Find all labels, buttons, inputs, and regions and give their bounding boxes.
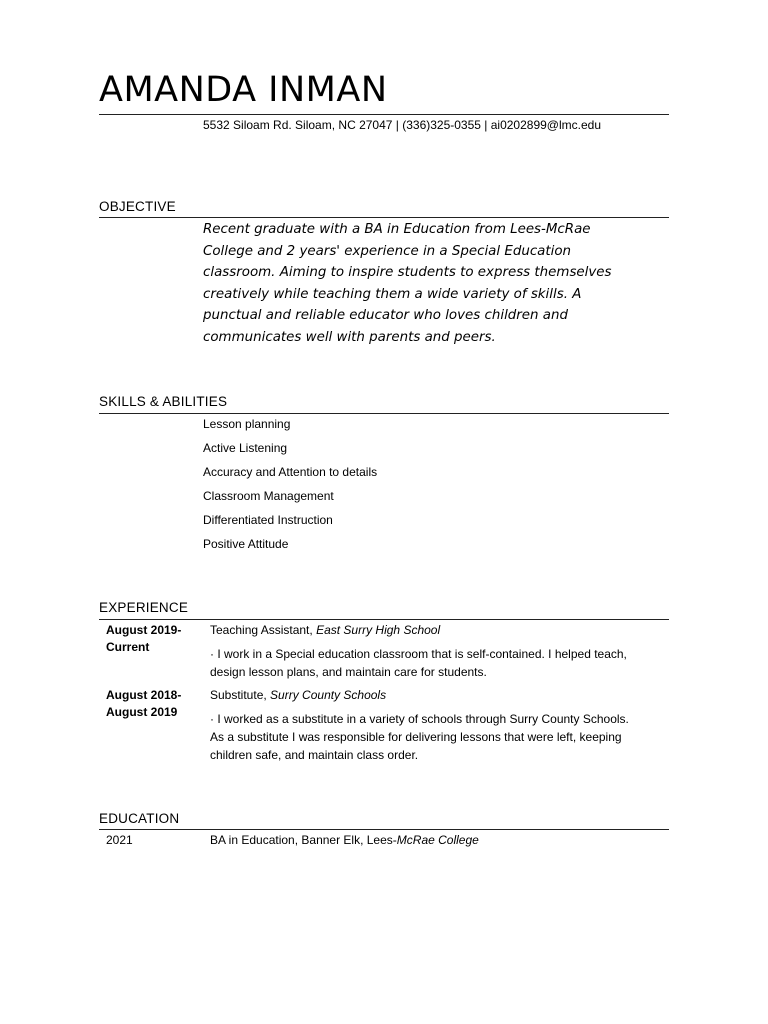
experience-date <box>106 622 201 656</box>
experience-date-end: August 2019 <box>106 705 178 719</box>
experience-description: · I work in a Special education classroom that is self-contained. I helped teach, design lesson plans, and maintain care for students. <box>210 647 627 679</box>
skill-item: Active Listening <box>203 441 288 455</box>
contact-info: 5532 Siloam Rd. Siloam, NC 27047 | (336)325-0355 | ai0202899@lmc.edu <box>203 118 601 132</box>
experience-description: · I worked as a substitute in a variety of schools through Surry County Schools. As a substitute I was responsible for delivering lessons that were left, keeping children safe, and maintain class order. <box>210 712 629 762</box>
degree-text: BA in Education, Banner Elk, Lees- <box>210 833 397 847</box>
experience-title <box>210 687 386 704</box>
employer-name: Surry County Schools <box>270 688 387 702</box>
experience-heading: EXPERIENCE <box>99 600 189 615</box>
skill-item: Positive Attitude <box>203 537 289 551</box>
job-title: Substitute, <box>210 688 267 702</box>
skills-list <box>203 416 377 560</box>
objective-text: Recent graduate with a BA in Education from Lees-McRae College and 2 years' experience in a Special Education classroom. Aiming to inspire students to express themselves creatively while teaching them a wide variety of skills. A punctual and reliable educator who loves children and communicates well with parents and peers. <box>203 222 612 345</box>
education-divider <box>99 829 669 830</box>
experience-date-end: Current <box>106 640 150 654</box>
skill-item: Differentiated Instruction <box>203 513 333 527</box>
skill-item: Lesson planning <box>203 417 291 431</box>
experience-divider <box>99 619 669 620</box>
skill-item: Classroom Management <box>203 489 334 503</box>
skills-heading: SKILLS & ABILITIES <box>99 394 228 409</box>
experience-date-start: August 2019- <box>106 623 182 637</box>
education-heading: EDUCATION <box>99 811 180 826</box>
skill-item: Accuracy and Attention to details <box>203 465 378 479</box>
experience-title <box>210 622 440 639</box>
objective-divider <box>99 217 669 218</box>
job-title: Teaching Assistant, <box>210 623 313 637</box>
school-name: McRae College <box>396 833 479 847</box>
experience-date-start: August 2018- <box>106 688 182 702</box>
experience-date <box>106 687 201 721</box>
skills-divider <box>99 413 669 414</box>
education-year: 2021 <box>106 833 133 847</box>
education-degree <box>210 832 479 849</box>
header-divider <box>99 114 669 115</box>
employer-name: East Surry High School <box>316 623 441 637</box>
candidate-name: AMANDA INMAN <box>99 70 388 110</box>
objective-heading: OBJECTIVE <box>99 199 176 214</box>
